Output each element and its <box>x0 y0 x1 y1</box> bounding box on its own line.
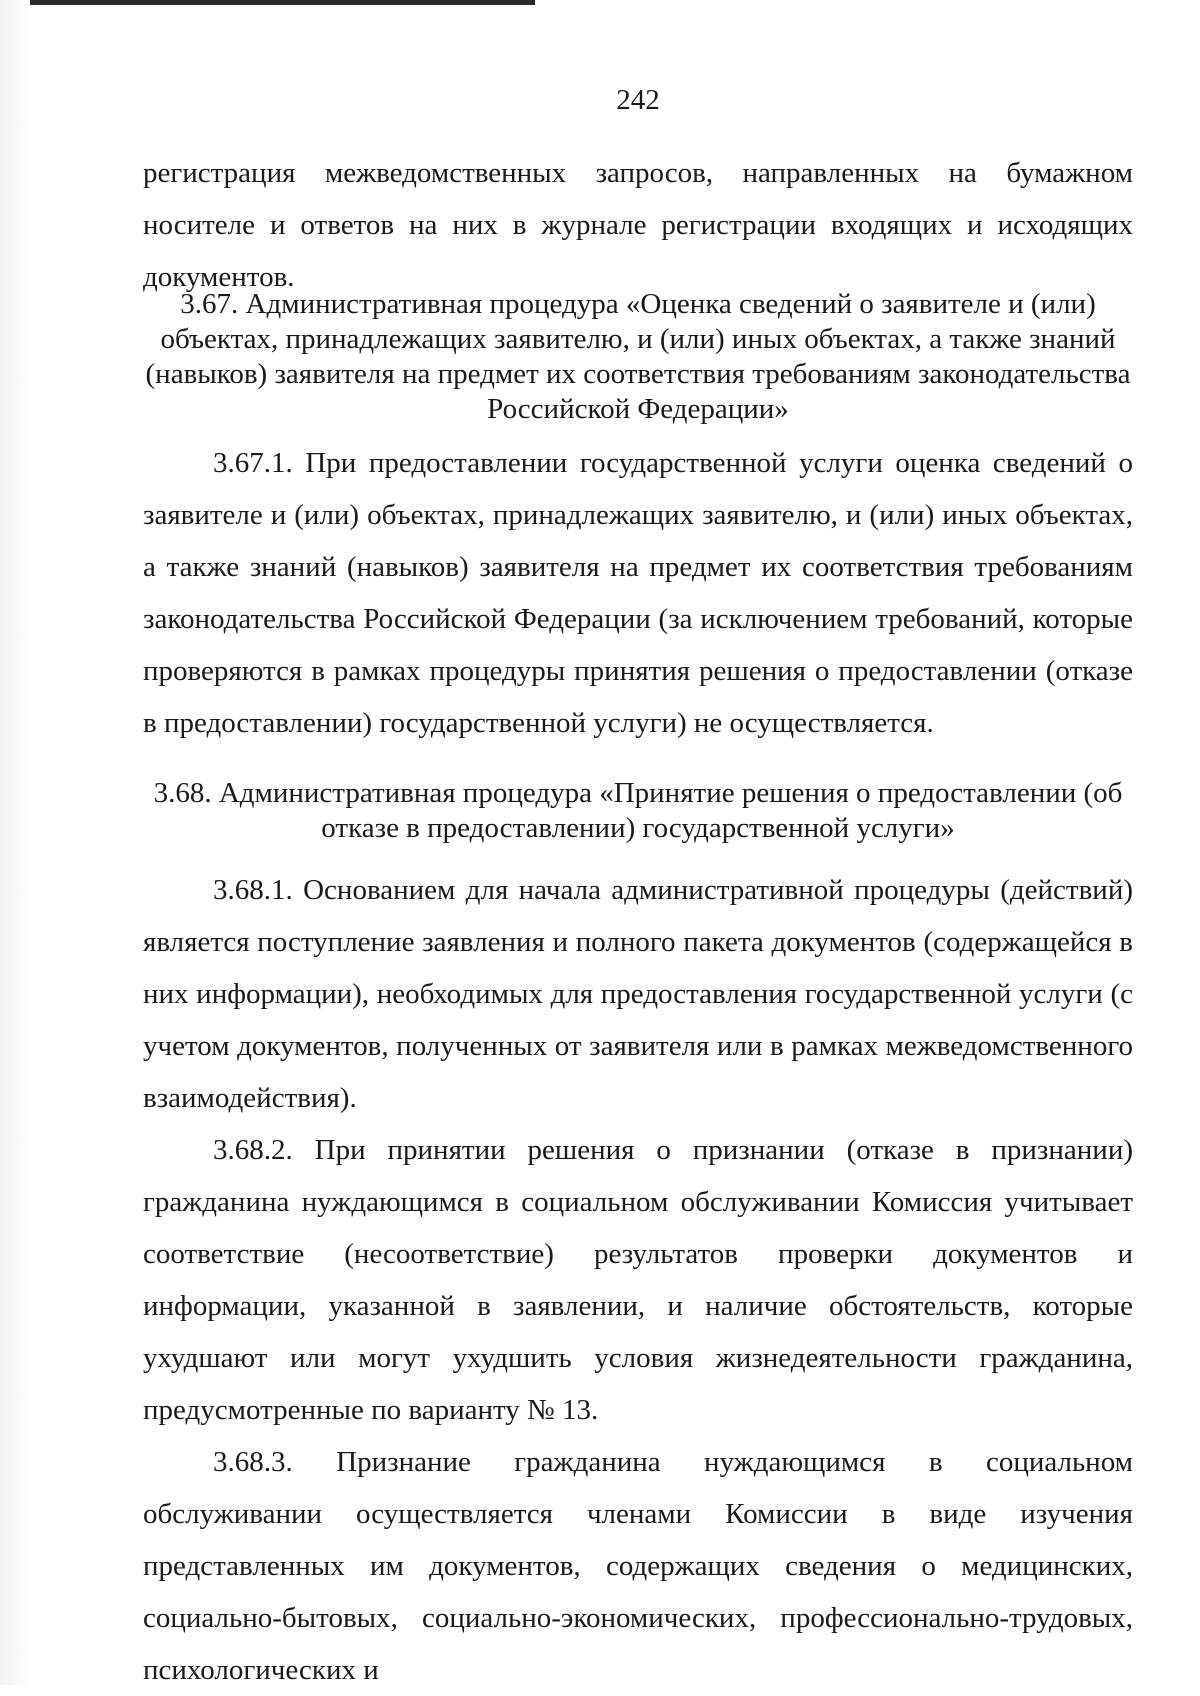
page-number: 242 <box>616 84 660 116</box>
scan-top-edge <box>0 0 535 5</box>
paragraph-intro: регистрация межведомственных запросов, направленных на бумажном носителе и ответов на них в журнале регистрации входящих и исходящих документов. <box>143 157 1133 293</box>
paragraph-3-68-3: 3.68.3. Признание гражданина нуждающимся в социальном обслуживании осуществляется членами Комиссии в виде изучения представленных им документов, содержащих сведения о медицинских, социально-бытовых, социально-экономических, профессионально-трудовых, психологических и <box>143 1446 1133 1686</box>
heading-3-68: 3.68. Административная процедура «Принятие решения о предоставлении (об отказе в предоставлении) государственной услуги» <box>153 777 1123 844</box>
paragraph-3-68-2: 3.68.2. При принятии решения о признании (отказе в признании) гражданина нуждающимся в социальном обслуживании Комиссия учитывает соответствие (несоответствие) результатов проверки документов и информации, указанной в заявлении, и наличие обстоятельств, которые ухудшают или могут ухудшить условия жизнедеятельности гражданина, предусмотренные по варианту № 13. <box>143 1134 1133 1426</box>
scan-left-shade <box>0 0 30 1685</box>
paragraph-3-68-1: 3.68.1. Основанием для начала административной процедуры (действий) является поступление заявления и полного пакета документов (содержащейся в них информации), необходимых для предоставления государственной услуги (с учетом документов, полученных от заявителя или в рамках межведомственного взаимодействия). <box>143 874 1133 1114</box>
paragraph-3-67-1: 3.67.1. При предоставлении государственной услуги оценка сведений о заявителе и (или) объектах, принадлежащих заявителю, и (или) иных объектах, а также знаний (навыков) заявителя на предмет их соответствия требованиям законодательства Российской Федерации (за исключением требований, которые проверяются в рамках процедуры принятия решения о предоставлении (отказе в предоставлении) государственной услуги) не осуществляется. <box>143 447 1133 739</box>
heading-3-67: 3.67. Административная процедура «Оценка сведений о заявителе и (или) объектах, принадлежащих заявителю, и (или) иных объектах, а также знаний (навыков) заявителя на предмет их соответствия требованиям законодательства Российской Федерации» <box>145 288 1131 425</box>
